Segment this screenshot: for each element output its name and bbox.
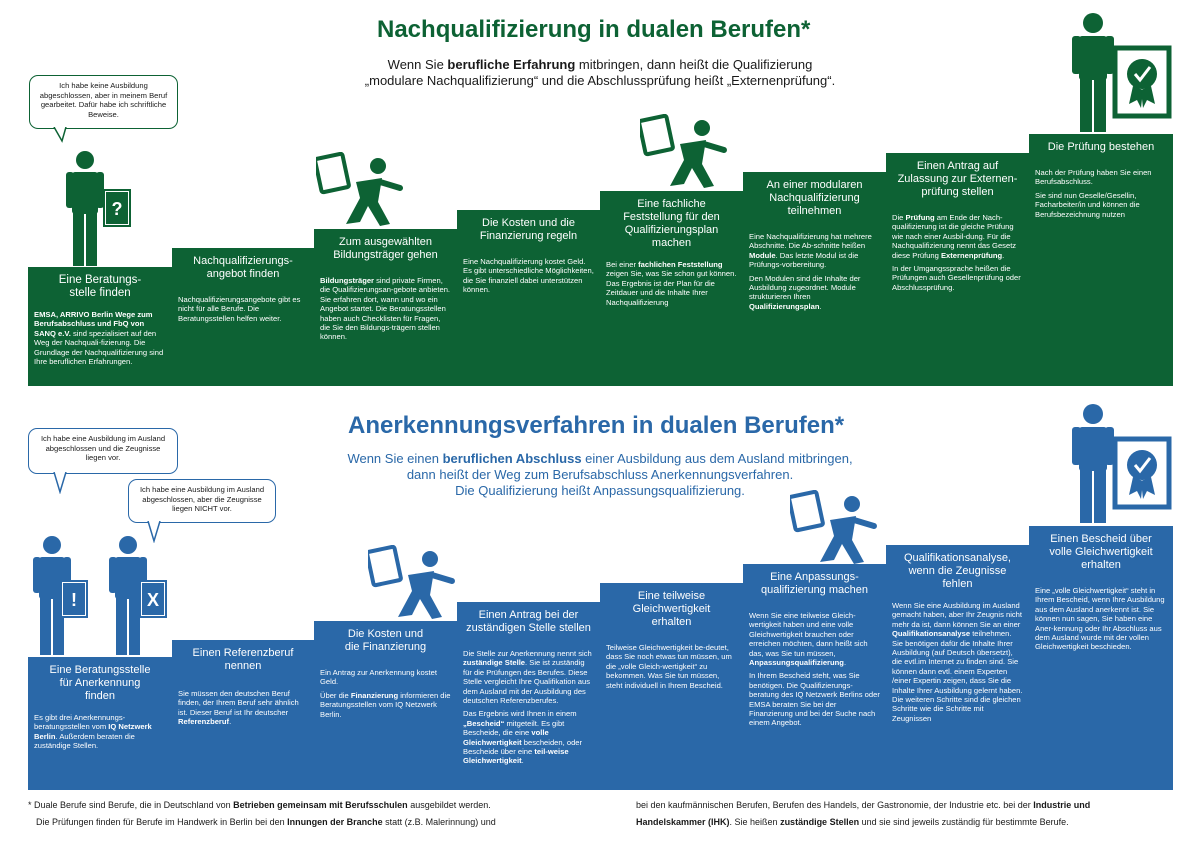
step-b5-teilweise: Eine teilweise Gleichwertigkeit erhalten Teilweise Gleichwertigkeit be-deutet, dass Sie noch etwas tun müssen, um die „volle Gleich-wertigkeit“ zu bekommen. Was Sie tun müssen, steht individuell in Ihrem Bescheid. xyxy=(600,583,743,790)
speech-bubble: Ich habe eine Ausbildung im Ausland abgeschlossen, aber die Zeugnisse liegen NICHT vor. xyxy=(128,479,276,523)
step2-angebot: Nachqualifizierungs- angebot finden Nachqualifizierungsangebote gibt es nicht für alle Berufe. Die Beratungsstellen helfen weiter. xyxy=(172,248,314,386)
step-b1-beratungsstelle: Eine Beratungsstelle für Anerkennung finden Es gibt drei Anerkennungs-beratungsstellen vom IQ Netzwerk Berlin. Außerdem beraten die zuständige Stellen. xyxy=(28,657,172,790)
step3-bildungstraeger: Zum ausgewählten Bildungsträger gehen Bildungsträger sind private Firmen, die Qualifizierungsan-gebote anbieten. Sie erfahren dort, wann und wo ein Angebot startet. Die Beratungsstellen haben auch Checklisten für Fragen, die Sie den Bildungs-trägern stellen können. xyxy=(314,229,457,386)
section2-subtitle: Wenn Sie einen beruflichen Abschluss einer Ausbildung aus dem Ausland mitbringen, dann heißt der Weg zum Berufsabschluss Anerkennungsverfahren. Die Qualifizierung heißt Anpassungsqualifizierung. xyxy=(347,451,853,498)
runner-icon xyxy=(640,114,730,190)
step4-kosten: Die Kosten und die Finanzierung regeln Eine Nachqualifizierung kostet Geld. Es gibt unterschiedliche Möglichkeiten, die Sie finanziell dabei unterstützen können. xyxy=(457,210,600,386)
speech-bubble-tail xyxy=(52,127,72,143)
svg-text:X: X xyxy=(146,590,160,610)
svg-text:?: ? xyxy=(111,199,123,219)
footer-right: bei den kaufmännischen Berufen, Berufen des Handels, der Gastronomie, der Industrie etc. bei der Industrie und Handelskammer (IHK). Sie heißen zuständige Stellen und sie sind jeweils zuständig für bestimmte Berufe. xyxy=(636,800,1091,827)
speech-bubble-tail xyxy=(52,472,72,494)
section2-title: Anerkennungsverfahren in dualen Berufen* xyxy=(348,412,845,439)
persons-documents-icon xyxy=(28,535,178,657)
person-certificate-icon xyxy=(1065,403,1185,523)
step6-modulare: An einer modularen Nachqualifizierung teilnehmen Eine Nachqualifizierung hat mehrere Abschnitte. Die Ab-schnitte heißen Module. Das letzte Modul ist die Prüfungs-vorbereitung. Den Modulen sind die Inhalte der Ausbildung zugeordnet. Module strukturieren Ihren Qualifizierungsplan. xyxy=(743,172,886,386)
runner-icon xyxy=(790,490,880,566)
step5-feststellung: Eine fachliche Feststellung für den Qualifizierungsplan machen Bei einer fachlichen Feststellung zeigen Sie, was Sie schon gut können. Das Ergebnis ist der Plan für die Zeitdauer und die Inhalte Ihrer Nachqualifizierung xyxy=(600,191,743,386)
step-b8-bescheid: Einen Bescheid über volle Gleichwertigkeit erhalten Eine „volle Gleichwertigkeit“ steht in Ihrem Bescheid, wenn Ihre Ausbildung aus dem Ausland anerkennt ist. Sie können nun sagen, Sie haben eine Aner-kennung oder Ihr Abschluss aus dem Ausland wurde mit der vollen Gleichwertigkeit beschieden. xyxy=(1029,526,1173,790)
runner-icon xyxy=(316,152,406,228)
runner-icon xyxy=(368,545,458,621)
step-title: Eine Beratungs- stelle finden xyxy=(58,274,142,299)
step1-beratungsstelle: Eine Beratungs- stelle finden EMSA, ARRIVO Berlin Wege zum Berufsabschluss und FbQ von SANQ e.V. sind spezialisiert auf den Weg der Nachquali-fizierung. Die Grundlage der Nachqualifizierung sind Ihre beruflichen Erfahrungen. xyxy=(28,267,172,386)
section1-title: Nachqualifizierung in dualen Berufen* xyxy=(377,16,811,43)
step-b4-antrag: Einen Antrag bei der zuständigen Stelle stellen Die Stelle zur Anerkennung nennt sich zuständige Stelle. Sie ist zuständig für die Prüfungen des Berufes. Diese Stelle vergleicht Ihre Qualifikation aus dem Ausland mit der Ausbildung des deutschen Referenzberufes. Das Ergebnis wird Ihnen in einem „Bescheid“ mitgeteilt. Es gibt Bescheide, die eine volle Gleichwertigkeit bescheiden, oder Bescheide über eine teil-weise Gleichwertigkeit. xyxy=(457,602,600,790)
section1-subtitle: Wenn Sie berufliche Erfahrung mitbringen, dann heißt die Qualifizierung „modulare Nachqualifizierung“ und die Abschlussprüfung heißt „Externenprüfung“. xyxy=(364,57,836,88)
step-b6-anpassung: Eine Anpassungs- qualifizierung machen Wenn Sie eine teilweise Gleich-wertigkeit haben und eine volle Gleichwertigkeit brauchen oder erreichen möchten, dann heißt sich das, was Sie tun müssen, Anpassungsqualifizierung. In Ihrem Bescheid steht, was Sie benötigen. Die Qualifizierungs-beratung des IQ Netzwerk Berlins oder EMSA beraten Sie bei der Finanzierung und bei der Suche nach einem Angebot. xyxy=(743,564,886,790)
step-b2-referenzberuf: Einen Referenzberuf nennen Sie müssen den deutschen Beruf finden, der Ihrem Beruf sehr ähnlich ist. Dieser Beruf ist Ihr deutscher Referenzberuf. xyxy=(172,640,314,790)
step-b7-analyse: Qualifikationsanalyse, wenn die Zeugnisse fehlen Wenn Sie eine Ausbildung im Ausland gemacht haben, aber Ihr Zeugnis nicht mehr da ist, dann können Sie an einer Qualifikationsanalyse teilnehmen. Sie benötigen dafür die Inhalte Ihrer Ausbildung (auf Deutsch übersetzt), die evtl.im Internet zu finden sind. Sie können dann evtl. einem Experten /einer Expertin zeigen, dass Sie die Inhalte Ihrer Ausbildung gelernt haben. Die weiteren Schritte sind die gleichen Schritte wie die Schritte mit Zeugnissen xyxy=(886,545,1029,790)
step-b3-kosten: Die Kosten und die Finanzierung Ein Antrag zur Anerkennung kostet Geld. Über die Finanzierung informieren die Beratungsstellen vom IQ Netzwerk Berlin. xyxy=(314,621,457,790)
svg-text:!: ! xyxy=(71,590,77,610)
person-question-icon xyxy=(60,150,140,268)
step7-antrag: Einen Antrag auf Zulassung zur Externen- prüfung stellen Die Prüfung am Ende der Nach-qualifizierung ist die gleiche Prüfung wie nach einer Ausbil-dung. Für die Nachqualifizierung nennt das Gesetz diese Prüfung Externenprüfung. In der Umgangssprache heißen die Prüfungen auch Gesellenprüfung oder Abschlussprüfung. xyxy=(886,153,1029,386)
step8-pruefung: Die Prüfung bestehen Nach der Prüfung haben Sie einen Berufsabschluss. Sie sind nun Geselle/Gesellin, Facharbeiter/in und können die Berufsbezeichnung nutzen xyxy=(1029,134,1173,386)
speech-bubble: Ich habe eine Ausbildung im Ausland abgeschlossen und die Zeugnisse liegen vor. xyxy=(28,428,178,474)
speech-bubble: Ich habe keine Ausbildung abgeschlossen, aber in meinem Beruf gearbeitet. Dafür habe ich schriftliche Beweise. xyxy=(29,75,178,129)
person-certificate-icon xyxy=(1065,12,1185,132)
footer-left: * Duale Berufe sind Berufe, die in Deutschland von Betrieben gemeinsam mit Berufsschulen ausgebildet werden. Die Prüfungen finden für Berufe im Handwerk in Berlin bei den Innungen der Branche statt (z.B. Malerinnung) und xyxy=(28,800,496,827)
